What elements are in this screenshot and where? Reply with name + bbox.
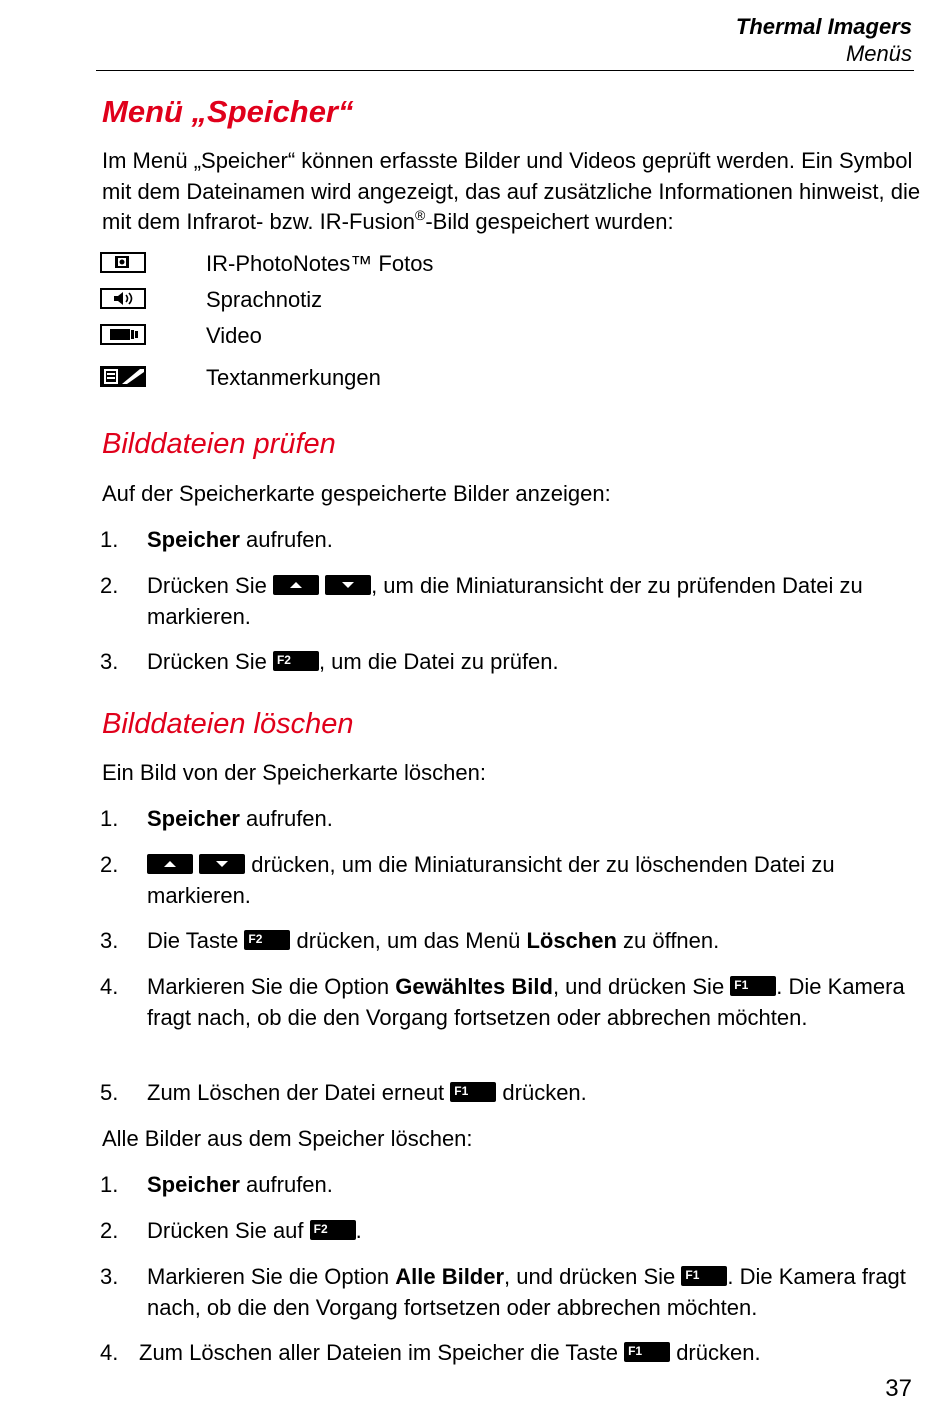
delete-all-step-4: Zum Löschen aller Dateien im Speicher die Taste F1 drücken. xyxy=(139,1340,761,1365)
symbol-label-video: Video xyxy=(206,323,262,348)
page-number: 37 xyxy=(885,1375,912,1402)
up-arrow-key-icon xyxy=(147,854,193,874)
delete-all-step-3-number: 3. xyxy=(100,1264,119,1289)
f1-key-icon: F1 xyxy=(681,1266,727,1286)
delete-all-step-1: Speicher aufrufen. xyxy=(147,1172,333,1197)
header-subtitle: Menüs xyxy=(845,41,912,66)
delete-all-step-2: Drücken Sie auf F2 . xyxy=(147,1218,362,1243)
delete-all-step-3: Markieren Sie die Option Alle Bilder, und drücken Sie F1 . Die Kamera fragt nach, ob die den Vorgang fortsetzen oder abbrechen möchten. xyxy=(147,1264,906,1320)
intro-paragraph xyxy=(102,146,922,238)
delete-step-5: Zum Löschen der Datei erneut F1 drücken. xyxy=(147,1080,587,1105)
symbol-label-text-annotation: Textanmerkungen xyxy=(206,365,381,390)
registered-mark: ® xyxy=(414,207,426,223)
section-title: Menü „Speicher“ xyxy=(102,94,354,129)
intro-text-end: -Bild gespeichert wurden: xyxy=(425,209,674,234)
down-arrow-key-icon xyxy=(325,575,371,595)
f2-key-icon: F2 xyxy=(273,651,319,671)
f1-key-icon: F1 xyxy=(450,1082,496,1102)
delete-step-1-number: 1. xyxy=(100,806,119,831)
delete-step-3: Die Taste F2 drücken, um das Menü Löschen zu öffnen. xyxy=(147,928,720,953)
f1-key-icon: F1 xyxy=(730,976,776,996)
header-rule xyxy=(96,70,914,71)
delete-step-2-number: 2. xyxy=(100,852,119,877)
review-step-1-bold: Speicher xyxy=(147,527,240,552)
photo-notes-icon xyxy=(100,252,146,273)
down-arrow-key-icon xyxy=(199,854,245,874)
delete-lead: Ein Bild von der Speicherkarte löschen: xyxy=(102,760,486,785)
delete-heading: Bilddateien löschen xyxy=(102,708,354,740)
symbol-label-photo-notes: IR-PhotoNotes™ Fotos xyxy=(206,251,434,276)
text-annotation-icon xyxy=(100,366,146,387)
voice-note-icon xyxy=(100,288,146,309)
delete-all-lead: Alle Bilder aus dem Speicher löschen: xyxy=(102,1126,473,1151)
delete-all-step-2-number: 2. xyxy=(100,1218,119,1243)
review-step-1: Speicher aufrufen. xyxy=(147,527,333,552)
video-icon xyxy=(100,324,146,345)
review-step-3-number: 3. xyxy=(100,649,119,674)
f2-key-icon: F2 xyxy=(244,930,290,950)
delete-step-5-number: 5. xyxy=(100,1080,119,1105)
review-step-2-number: 2. xyxy=(100,573,119,598)
symbol-label-voice-note: Sprachnotiz xyxy=(206,287,323,312)
delete-step-4: Markieren Sie die Option Gewähltes Bild, und drücken Sie F1 . Die Kamera fragt nach, ob die den Vorgang fortsetzen oder abbrechen möchten. xyxy=(147,974,905,1030)
delete-step-3-number: 3. xyxy=(100,928,119,953)
review-step-3: Drücken Sie F2 , um die Datei zu prüfen. xyxy=(147,649,559,674)
review-step-2: Drücken Sie , um die Miniaturansicht der zu prüfenden Datei zu markieren. xyxy=(147,573,863,629)
delete-step-4-number: 4. xyxy=(100,974,119,999)
review-step-1-number: 1. xyxy=(100,527,119,552)
delete-step-1: Speicher aufrufen. xyxy=(147,806,333,831)
f1-key-icon: F1 xyxy=(624,1342,670,1362)
intro-text: Im Menü „Speicher“ können erfasste Bilder und Videos geprüft werden. Ein Symbol mit dem Dateinamen wird angezeigt, das auf zusätzliche Informationen hinweist, die mit dem Infrarot- bzw. IR-Fusion xyxy=(102,148,921,234)
delete-step-2: drücken, um die Miniaturansicht der zu löschenden Datei zu markieren. xyxy=(147,852,835,908)
review-lead: Auf der Speicherkarte gespeicherte Bilder anzeigen: xyxy=(102,481,611,506)
delete-all-step-4-number: 4. xyxy=(100,1340,119,1365)
header-title: Thermal Imagers xyxy=(735,14,912,39)
delete-all-step-1-number: 1. xyxy=(100,1172,119,1197)
up-arrow-key-icon xyxy=(273,575,319,595)
review-heading: Bilddateien prüfen xyxy=(102,428,336,460)
f2-key-icon: F2 xyxy=(310,1220,356,1240)
